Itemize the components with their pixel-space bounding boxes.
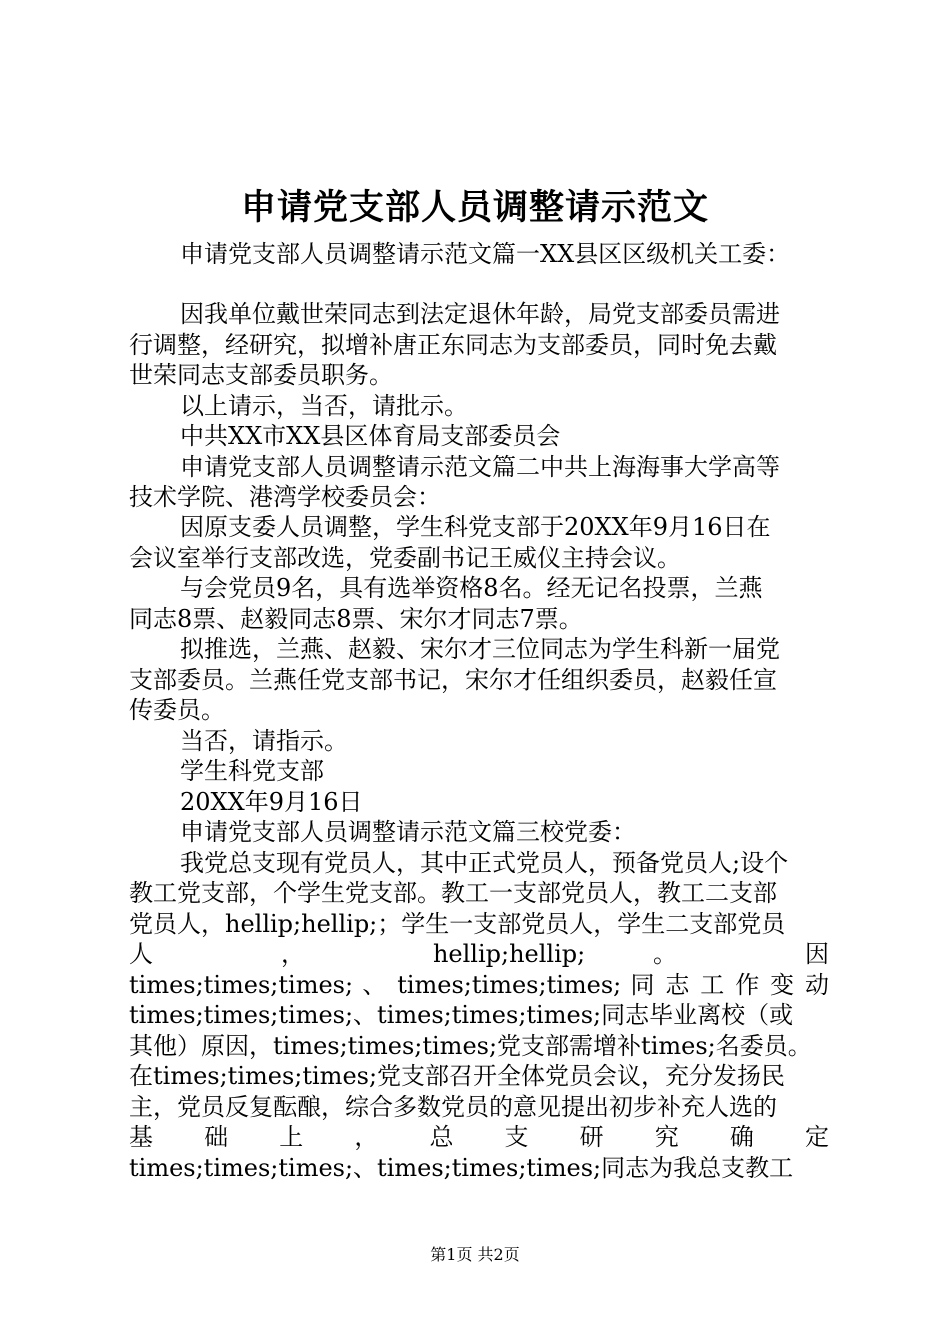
document-title: 申请党支部人员调整请示范文 [240, 188, 709, 228]
text-line: 教工党支部，个学生党支部。教工一支部党员人，教工二支部 [129, 879, 777, 907]
text-line: 世荣同志支部委员职务。 [129, 361, 393, 389]
text-line: 同志8票、赵毅同志8票、宋尔才同志7票。 [129, 605, 583, 633]
text-line: times;times;times;、times;times;times;同志为我总支教工 [129, 1154, 794, 1182]
text-line: 行调整，经研究，拟增补唐正东同志为支部委员，同时免去戴 [129, 331, 777, 359]
text-line: 申请党支部人员调整请示范文篇二中共上海海事大学高等 [180, 453, 780, 481]
text-line: 与会党员9名，具有选举资格8名。经无记名投票，兰燕 [180, 574, 763, 602]
text-line: 支部委员。兰燕任党支部书记，宋尔才任组织委员，赵毅任宣 [129, 666, 777, 694]
text-line: 拟推选，兰燕、赵毅、宋尔才三位同志为学生科新一届党 [180, 635, 780, 663]
text-line: 传委员。 [129, 696, 225, 724]
text-line: 其他）原因，times;times;times;党支部需增补times;名委员。 [129, 1032, 812, 1060]
page-footer: 第1页 共2页 [430, 1245, 520, 1264]
text-line: 我党总支现有党员人，其中正式党员人，预备党员人;设个 [180, 849, 789, 877]
text-line: 中共XX市XX县区体育局支部委员会 [180, 422, 561, 450]
text-line: 党员人，hellip;hellip;；学生一支部党员人，学生二支部党员 [129, 910, 786, 938]
text-line: 人 ， hellip;hellip; 。 因 [129, 940, 829, 968]
text-line: 申请党支部人员调整请示范文篇三校党委： [180, 818, 636, 846]
text-line: 20XX年9月16日 [180, 788, 363, 816]
text-line: 会议室举行支部改选，党委副书记王威仪主持会议。 [129, 544, 681, 572]
text-line: 因我单位戴世荣同志到法定退休年龄，局党支部委员需进 [180, 300, 780, 328]
text-line: 在times;times;times;党支部召开全体党员会议，充分发扬民 [129, 1062, 786, 1090]
text-line: 以上请示，当否，请批示。 [180, 392, 468, 420]
text-line: times;times;times;、times;times;times;同志毕业离校（或 [129, 1001, 794, 1029]
text-line: 申请党支部人员调整请示范文篇一XX县区区级机关工委： [180, 240, 791, 268]
text-line: 技术学院、港湾学校委员会： [129, 483, 441, 511]
text-line: 因原支委人员调整，学生科党支部于20XX年9月16日在 [180, 513, 771, 541]
text-line: 主，党员反复酝酿，综合多数党员的意见提出初步补充人选的 [129, 1093, 777, 1121]
text-line: 当否，请指示。 [180, 727, 348, 755]
text-line: 基 础 上 ， 总 支 研 究 确 定 [129, 1123, 829, 1151]
text-line: 学生科党支部 [180, 757, 324, 785]
text-line: times;times;times; 、 times;times;times; 同 志 工 作 变 动 [129, 971, 829, 999]
